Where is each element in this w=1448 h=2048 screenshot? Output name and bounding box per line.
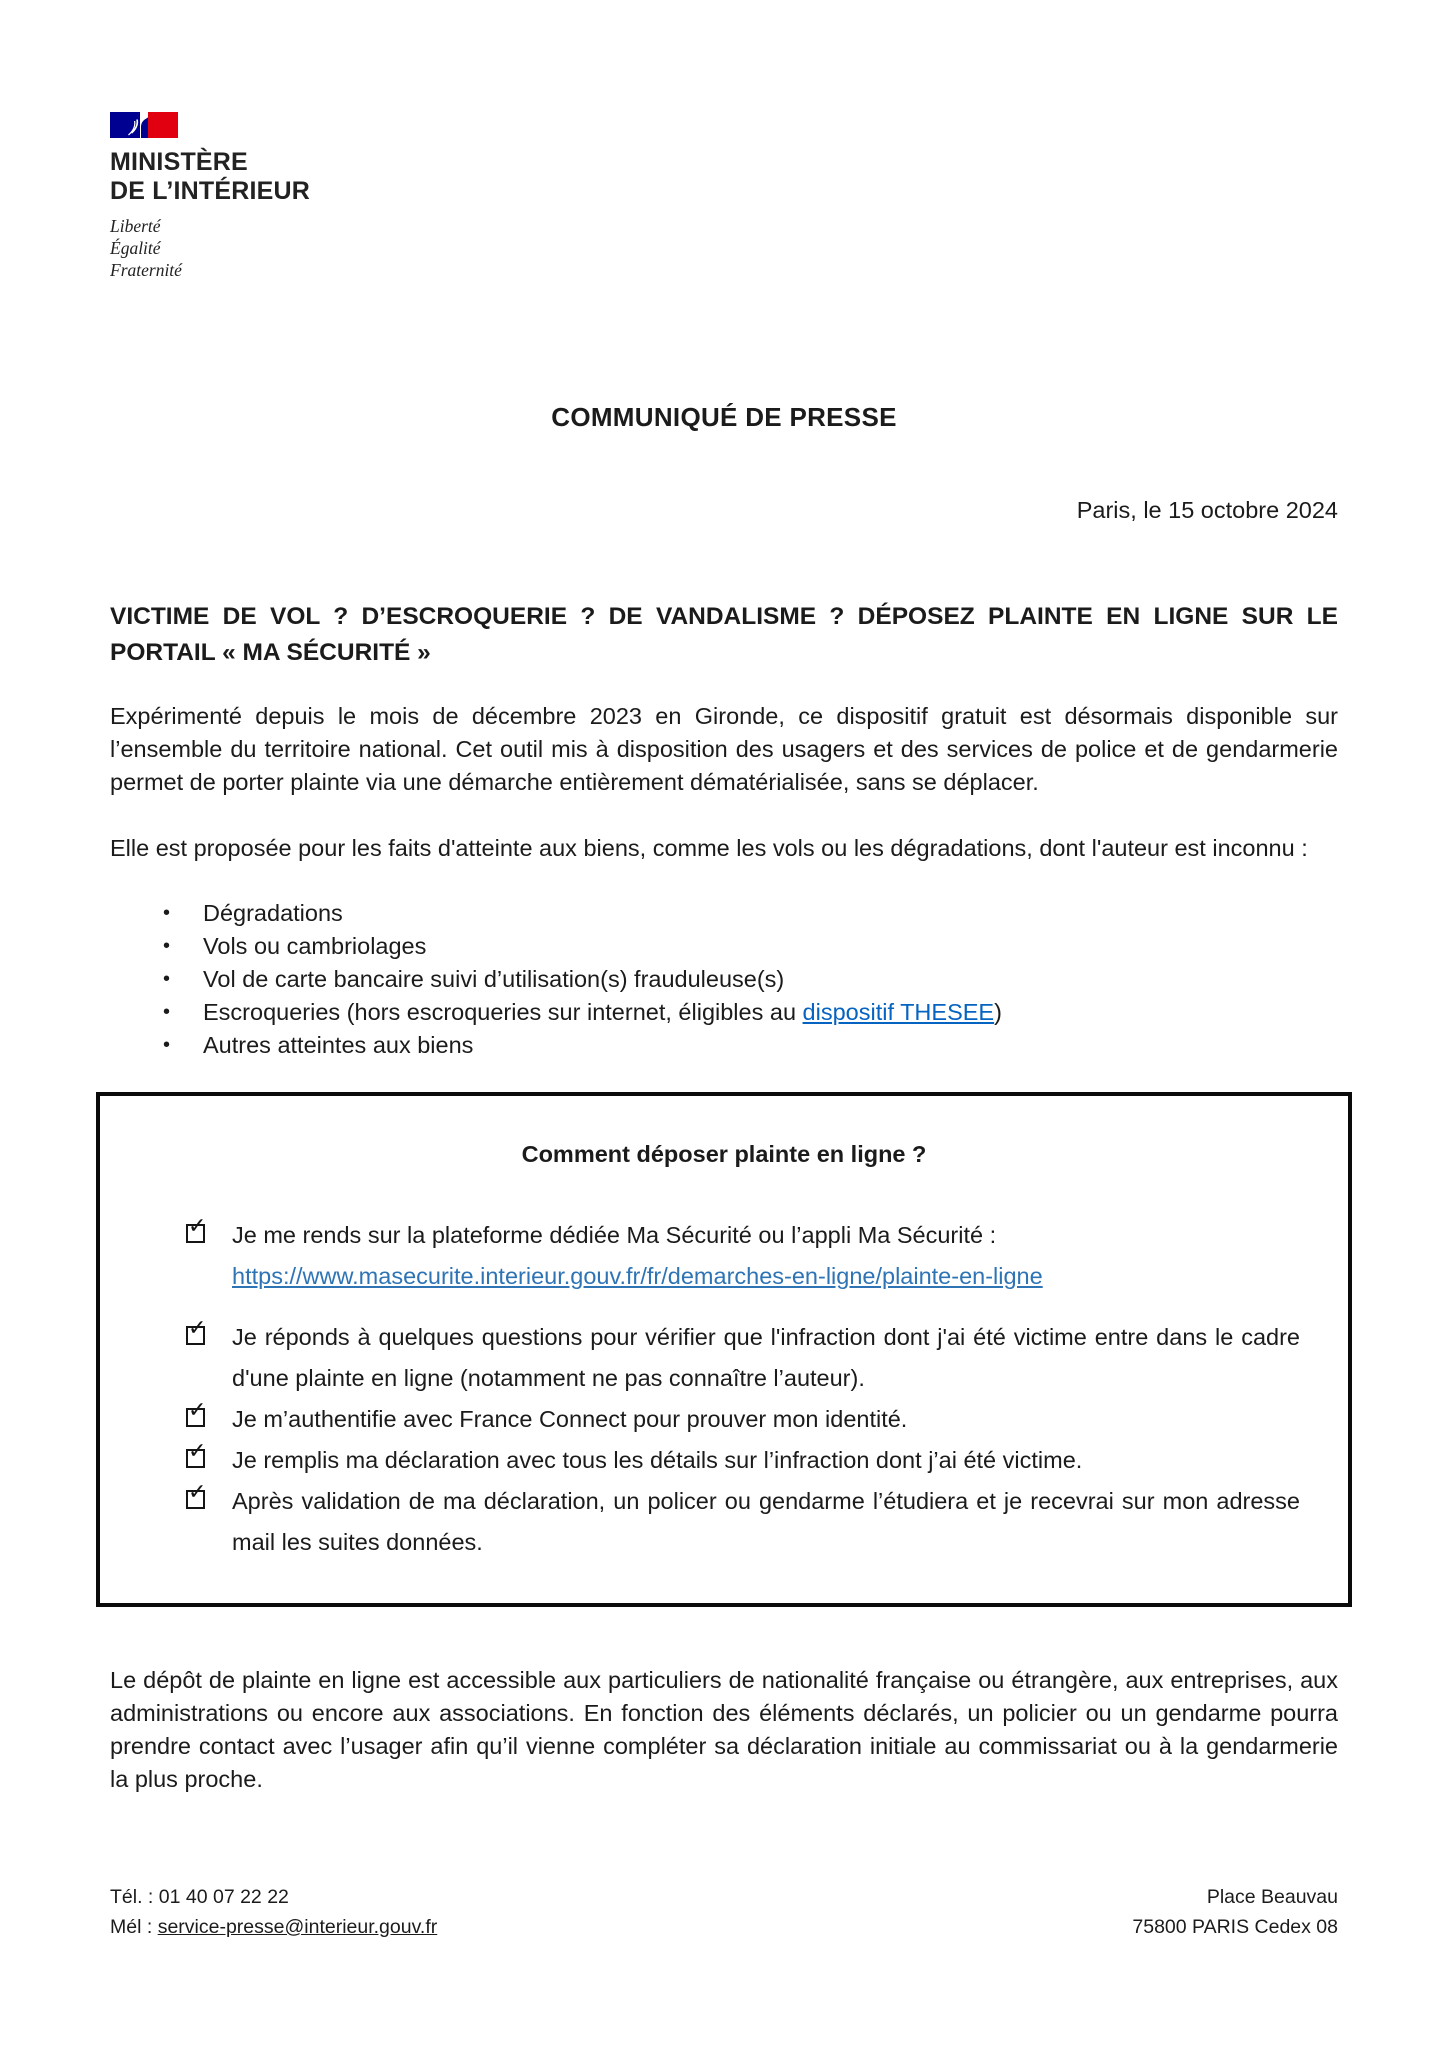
footer-address xyxy=(1132,1882,1338,1942)
bullet-icon: • xyxy=(163,968,171,990)
footer-address-line1: Place Beauvau xyxy=(1206,1886,1338,1908)
checklist-item xyxy=(148,1399,1300,1440)
bullet-icon: • xyxy=(163,935,171,957)
list-item xyxy=(110,1029,1338,1062)
checklist-item xyxy=(148,1215,1300,1297)
offence-list xyxy=(110,897,1338,1062)
press-email-link[interactable]: service-presse@interieur.gouv.fr xyxy=(157,1916,438,1938)
ministry-name-line1: MINISTÈRE xyxy=(110,148,248,176)
motto-liberte: Liberté xyxy=(110,216,161,236)
ministry-logo xyxy=(110,112,310,281)
thesee-link[interactable]: dispositif THESEE xyxy=(802,999,995,1025)
checkbox-checked-icon: ✓ xyxy=(186,1317,232,1399)
document-title: COMMUNIQUÉ DE PRESSE xyxy=(551,402,897,432)
escroqueries-text-close: ) xyxy=(994,999,1002,1025)
dateline: Paris, le 15 octobre 2024 xyxy=(1076,497,1338,523)
checklist-item-text: Après validation de ma déclaration, un policer ou gendarme l’étudiera et je recevrai sur mon adresse mail les suites données. xyxy=(232,1488,1300,1555)
steps-checklist xyxy=(148,1215,1300,1563)
motto-egalite: Égalité xyxy=(110,238,161,258)
paragraph-scope: Elle est proposée pour les faits d'atteinte aux biens, comme les vols ou les dégradations, dont l'auteur est inconnu : xyxy=(110,835,1308,861)
footer-email-line xyxy=(110,1912,437,1942)
document-body xyxy=(0,401,1448,1796)
box-title: Comment déposer plainte en ligne ? xyxy=(521,1141,927,1167)
headline: VICTIME DE VOL ? D’ESCROQUERIE ? DE VANDALISME ? DÉPOSEZ PLAINTE EN LIGNE SUR LE PORTAIL « MA SÉCURITÉ » xyxy=(110,603,1338,666)
footer xyxy=(110,1882,1338,1942)
how-to-box xyxy=(96,1092,1352,1607)
ministry-name-line2: DE L’INTÉRIEUR xyxy=(110,177,311,205)
checkbox-checked-icon: ✓ xyxy=(186,1215,232,1297)
bullet-icon: • xyxy=(163,902,171,924)
checkbox-checked-icon: ✓ xyxy=(186,1440,232,1481)
list-item-label: Autres atteintes aux biens xyxy=(203,1032,474,1058)
masecurite-link[interactable]: https://www.masecurite.interieur.gouv.fr/fr/demarches-en-ligne/plainte-en-ligne xyxy=(232,1263,1043,1289)
bullet-icon: • xyxy=(163,1001,171,1023)
checklist-item-text xyxy=(232,1215,1300,1297)
motto-fraternite: Fraternité xyxy=(110,260,182,280)
checkbox-checked-icon: ✓ xyxy=(186,1399,232,1440)
list-item xyxy=(110,897,1338,930)
list-item-label: Vol de carte bancaire suivi d’utilisation(s) frauduleuse(s) xyxy=(203,966,785,992)
checklist-item xyxy=(148,1481,1300,1563)
step-1-text: Je me rends sur la plateforme dédiée Ma Sécurité ou l’appli Ma Sécurité : xyxy=(232,1222,997,1248)
republic-motto xyxy=(110,215,310,281)
footer-email-label: Mél : xyxy=(110,1916,158,1938)
checklist-item-text: Je m’authentifie avec France Connect pour prouver mon identité. xyxy=(232,1406,908,1432)
checkbox-checked-icon: ✓ xyxy=(186,1481,232,1563)
french-flag-marianne-icon xyxy=(110,112,178,138)
paragraph-eligibility: Le dépôt de plainte en ligne est accessible aux particuliers de nationalité française ou étrangère, aux entreprises, aux administrations ou encore aux associations. En fonction des éléments déclarés, un policier ou un gendarme pourra prendre contact avec l’usager afin qu’il vienne compléter sa déclaration initiale au commissariat ou à la gendarmerie la plus proche. xyxy=(110,1667,1338,1792)
paragraph-intro: Expérimenté depuis le mois de décembre 2023 en Gironde, ce dispositif gratuit est désormais disponible sur l’ensemble du territoire national. Cet outil mis à disposition des usagers et des services de police et de gendarmerie permet de porter plainte via une démarche entièrement dématérialisée, sans se déplacer. xyxy=(110,703,1338,795)
ministry-name xyxy=(110,148,310,206)
footer-phone: Tél. : 01 40 07 22 22 xyxy=(110,1886,289,1908)
list-item xyxy=(110,930,1338,963)
footer-address-line2: 75800 PARIS Cedex 08 xyxy=(1132,1916,1338,1938)
escroqueries-text: Escroqueries (hors escroqueries sur internet, éligibles au xyxy=(203,999,803,1025)
bullet-icon: • xyxy=(163,1034,171,1056)
list-item-label: Dégradations xyxy=(203,900,343,926)
checklist-item-text: Je remplis ma déclaration avec tous les détails sur l’infraction dont j’ai été victime. xyxy=(232,1447,1083,1473)
list-item-label: Vols ou cambriolages xyxy=(203,933,427,959)
list-item-label xyxy=(203,996,1002,1029)
checklist-item xyxy=(148,1440,1300,1481)
footer-contact xyxy=(110,1882,437,1942)
list-item xyxy=(110,996,1338,1029)
checklist-item xyxy=(148,1317,1300,1399)
list-item xyxy=(110,963,1338,996)
checklist-item-text: Je réponds à quelques questions pour vérifier que l'infraction dont j'ai été victime entre dans le cadre d'une plainte en ligne (notamment ne pas connaître l’auteur). xyxy=(232,1324,1300,1391)
